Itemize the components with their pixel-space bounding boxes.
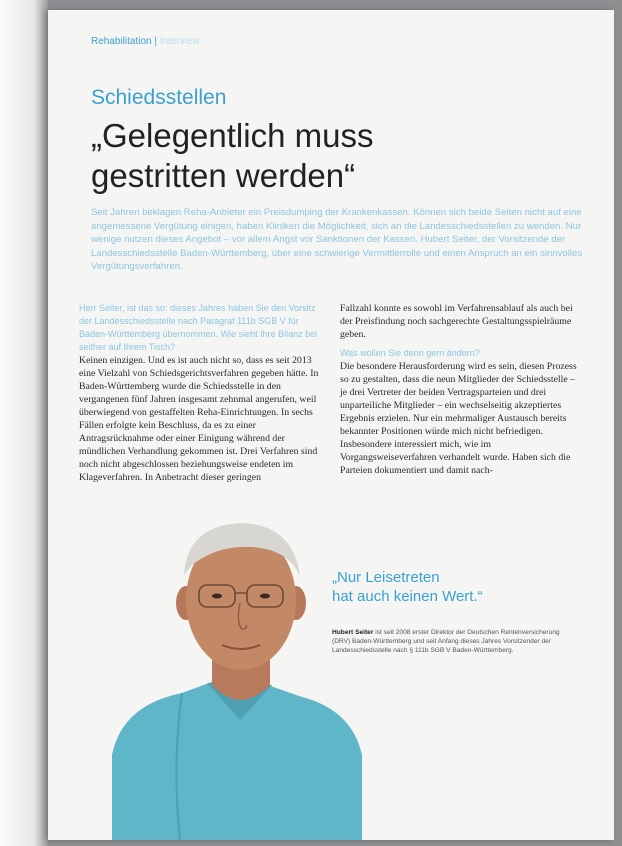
interview-answer: Keinen einzigen. Und es ist auch nicht so, dass es seit 2013 eine Vielzahl von Schiedsgerichtsverfahren gegeben hätte. In Baden-Württemberg wurde die Schiedsstelle in den vergangenen fünf Jahren insgesamt zehnmal angerufen, weil überwiegend von gestaffelten Reha-Einrichtungen. In sechs Fällen erfolgte kein Beschluss, da es zu einer Antragsrücknahme oder einer Einigung während der mündlichen Verhandlung gekommen ist. Drei Verfahren sind noch nicht abgeschlossen beziehungsweise endeten im Klageverfahren. In Anbetracht dieser geringen: [79, 355, 319, 483]
photo-caption: [332, 628, 572, 655]
headline-line-1: „Gelegentlich muss: [91, 117, 374, 154]
magazine-page: [48, 10, 614, 840]
article-lead: Seit Jahren beklagen Reha-Anbieter ein Preisdumping der Krankenkassen. Können sich beide Seiten nicht auf eine angemessene Vergütung einigen, haben Kliniken die Möglichkeit, sich an die Landesschiedsstellen zu wenden. Nur wenige nutzen dieses Angebot – vor allem Angst vor Sanktionen der Kassen. Hubert Seiter, der Vorsitzende der Landesschiedsstelle Baden-Württemberg, über eine schwierige Vermittlerrolle und einen Anspruch an ein sinnvolles Vergütungsverfahren.: [91, 207, 583, 273]
caption-name: Hubert Seiter: [332, 629, 374, 636]
interview-answer: Die besondere Herausforderung wird es sein, diesen Prozess so zu gestalten, dass die neun Mitglieder der Schiedsstelle – je drei Vertreter der beiden Vertragsparteien und drei unparteiliche Mitglieder – ein wechselseitig akzeptiertes Ergebnis erzielen. Nur ein mehrmaliger Austausch bereits bekannter Positionen würde mich nicht befriedigen. Insbesondere interessiert mich, wie im Vorgangsweiseverfahren verhandelt wurde. Haben sich die Parteien dokumentiert und damit nach-: [340, 361, 577, 476]
article-headline: [91, 116, 551, 196]
breadcrumb: [91, 36, 200, 47]
breadcrumb-subsection: Interview: [159, 36, 200, 47]
caption-text: ist seit 2008 erster Direktor der Deutschen Rentenversicherung (DRV) Baden-Württemberg und seit Anfang dieses Jahres Vorsitzender der Landesschiedsstelle nach § 111b SGB V Baden-Württemberg.: [332, 629, 560, 654]
pull-quote: [332, 568, 532, 606]
interview-question: Was wollen Sie denn gern ändern?: [340, 348, 480, 358]
portrait-photo: [112, 505, 362, 840]
interview-question: Herr Seiter, ist das so: dieses Jahres haben Sie den Vorsitz der Landesschiedsstelle nach Paragraf 111b SGB V für Baden-Württemberg übernommen. Wie sieht Ihre Bilanz bei seither auf Ihrem Tisch?: [79, 303, 318, 352]
article-kicker: Schiedsstellen: [91, 86, 227, 109]
headline-line-2: gestritten werden“: [91, 157, 356, 194]
text-column-right: [340, 302, 584, 477]
breadcrumb-section: Rehabilitation: [91, 36, 152, 47]
pull-quote-line-2: hat auch keinen Wert.“: [332, 588, 483, 605]
page-edge-shadow: [0, 0, 48, 846]
pull-quote-line-1: „Nur Leisetreten: [332, 569, 440, 586]
breadcrumb-separator: |: [154, 36, 157, 47]
text-column-left: [79, 302, 323, 484]
interview-answer-continued: Fallzahl konnte es sowohl im Verfahrensablauf als auch bei der Preisfindung noch sachgerechte Gestaltungsspielräume geben.: [340, 303, 573, 340]
